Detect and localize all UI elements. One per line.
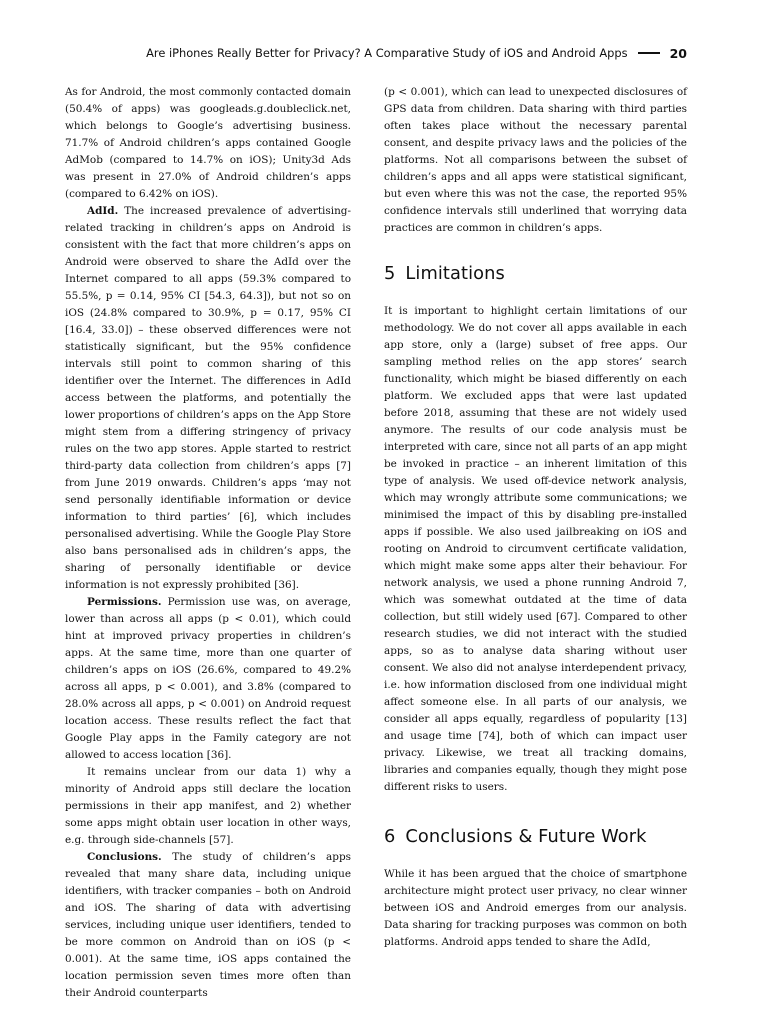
adid-text: The increased prevalence of advertising-related tracking in children’s apps on Android is consistent with the fact that more children’s apps on Android were observed to share the AdId over the Internet compared to all apps (59.3% compared to 55.5%, p = 0.14, 95% CI [54.3, 64.3]), but not so on iOS (24.8% compared to 30.9%, p = 0.17, 95% CI [16.4, 33.0]) – these observed differences were not statistically significant, but the 95% confidence intervals still point to common sharing of this identifier over the Internet. The differences in AdId access between the platforms, and potentially the lower proportions of children’s apps on the App Store might stem from a differing stringency of privacy rules on the two app stores. Apple started to restrict third-party data collection from children’s apps [7] from June 2019 onwards. Children’s apps ‘may not send personally identifiable information or device information to third parties’ [6], which includes personalised advertising. While the Google Play Store also bans personalised ads in children’s apps, the sharing of personally identifiable or device information is not expressly prohibited [36]. — [65, 205, 351, 591]
header-rule — [638, 52, 660, 54]
page-number: 20 — [669, 45, 687, 61]
section-title: Limitations — [405, 263, 505, 284]
section-heading-conclusions-future-work — [384, 826, 687, 848]
running-title: Are iPhones Really Better for Privacy? A Comparative Study of iOS and Android Apps — [146, 46, 628, 60]
run-in-heading-conclusions: Conclusions. — [87, 851, 162, 863]
run-in-heading-adid: AdId. — [87, 205, 119, 217]
paragraph-unclear: It remains unclear from our data 1) why a minority of Android apps still declare the location permissions in their app manifest, and 2) whether some apps might obtain user location in other ways, e.g. through side-channels [57]. — [65, 766, 351, 846]
paragraph-adid — [65, 203, 351, 594]
paragraph-android-domains: As for Android, the most commonly contacted domain (50.4% of apps) was googleads.g.doubleclick.net, which belongs to Google’s advertising business. 71.7% of Android children’s apps contained Google AdMob (compared to 14.7% on iOS); Unity3d Ads was present in 27.0% of Android children’s apps (compared to 6.42% on iOS). — [65, 86, 351, 200]
paragraph-permissions — [65, 594, 351, 764]
run-in-heading-permissions: Permissions. — [87, 596, 162, 608]
right-column — [384, 84, 687, 951]
running-header — [60, 44, 687, 62]
section-title: Conclusions & Future Work — [405, 826, 647, 847]
permissions-text: Permission use was, on average, lower than across all apps (p < 0.01), which could hint at improved privacy properties in children’s apps. At the same time, more than one quarter of children’s apps on iOS (26.6%, compared to 49.2% across all apps, p < 0.001), and 3.8% (compared to 28.0% across all apps, p < 0.001) on Android request location access. These results reflect the fact that Google Play apps in the Family category are not allowed to access location [36]. — [65, 596, 351, 761]
paragraph-conclusions — [65, 849, 351, 1002]
paragraph-limitations: It is important to highlight certain limitations of our methodology. We do not cover all apps available in each app store, only a (large) subset of free apps. Our sampling method relies on the app stores’ search functionality, which might be biased differently on each platform. We excluded apps that were last updated before 2018, assuming that these are not widely used anymore. The results of our code analysis must be interpreted with care, since not all parts of an app might be invoked in practice – an inherent limitation of this type of analysis. We used off-device network analysis, which may wrongly attribute some communications; we minimised the impact of this by disabling pre-installed apps if possible. We also used jailbreaking on iOS and rooting on Android to circumvent certificate validation, which might make some apps alter their behaviour. For network analysis, we used a phone running Android 7, which was somewhat outdated at the time of data collection, but still widely used [67]. Compared to other research studies, we did not interact with the studied apps, so as to analyse data sharing without user consent. We also did not analyse interdependent privacy, i.e. how information disclosed from one individual might affect someone else. In all parts of our analysis, we consider all apps equally, regardless of popularity [13] and usage time [74], both of which can impact user privacy. Likewise, we treat all tracking domains, libraries and companies equally, though they might pose different risks to users. — [384, 305, 687, 793]
section-number: 5 — [384, 263, 396, 284]
paragraph-continued: (p < 0.001), which can lead to unexpected disclosures of GPS data from children. Data sharing with third parties often takes place without the necessary parental consent, and despite privacy laws and the policies of the platforms. Not all comparisons between the subset of children’s apps and all apps were statistical significant, but even where this was not the case, the reported 95% confidence intervals still underlined that worrying data practices are common in children’s apps. — [384, 86, 687, 234]
left-column — [65, 84, 351, 1002]
conclusions-text: The study of children’s apps revealed that many share data, including unique identifiers, with tracker companies – both on Android and iOS. The sharing of data with advertising services, including unique user identifiers, tended to be more common on Android than on iOS (p < 0.001). At the same time, iOS apps contained the location permission seven times more often than their Android counterparts — [65, 851, 351, 999]
section-heading-limitations — [384, 263, 687, 285]
section-number: 6 — [384, 826, 396, 847]
paragraph-conclusions-future-work: While it has been argued that the choice of smartphone architecture might protect user privacy, no clear winner between iOS and Android emerges from our analysis. Data sharing for tracking purposes was common on both platforms. Android apps tended to share the AdId, — [384, 868, 687, 948]
